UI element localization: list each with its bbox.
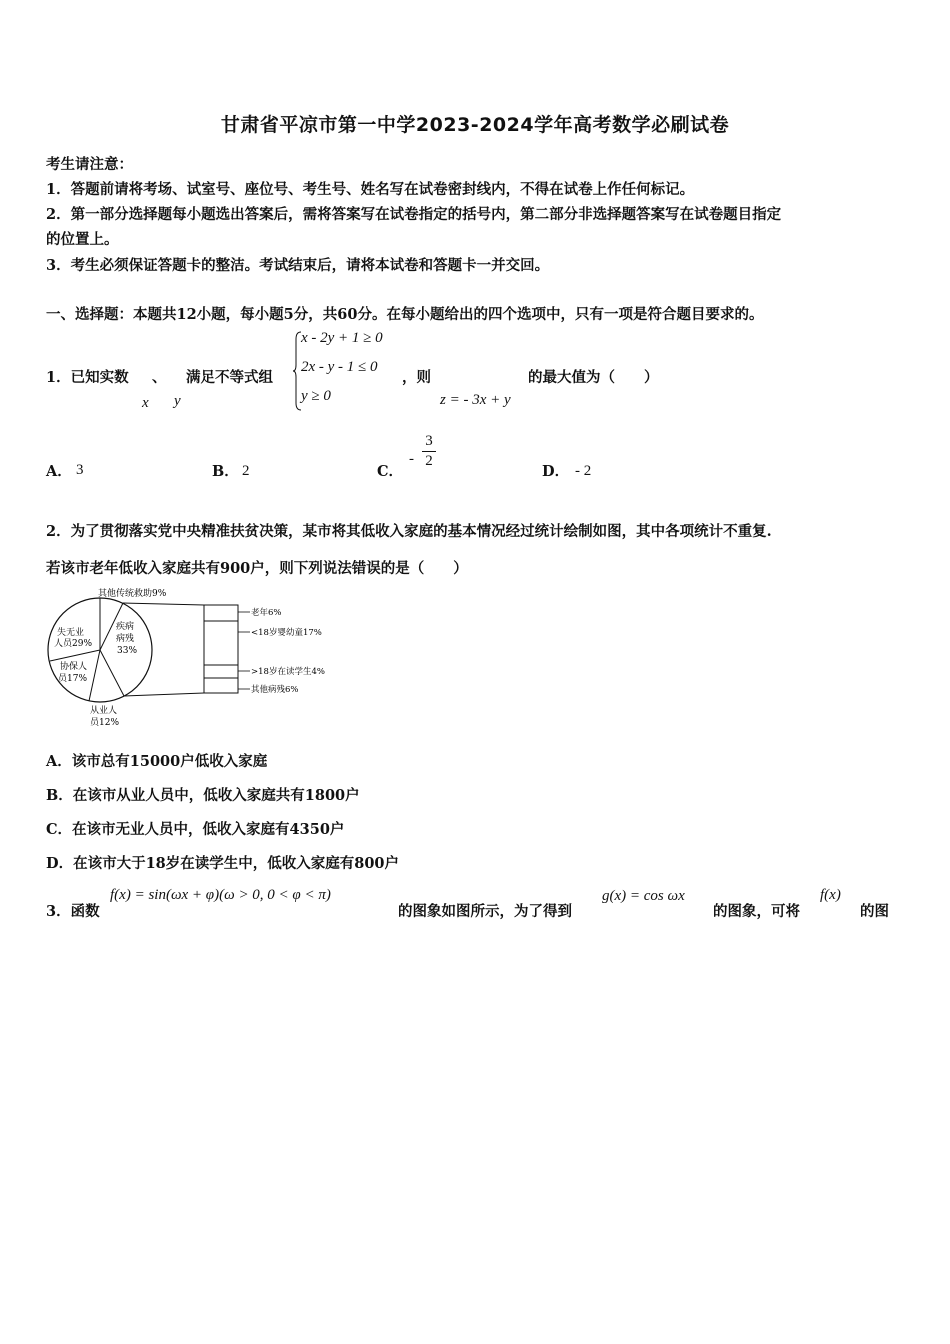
q1-option-c-numerator: 3 <box>425 433 433 449</box>
pie-label-disease-1: 疾病 <box>116 622 135 632</box>
q1-option-d-label: D． <box>542 463 570 480</box>
q3-mid-text-2: 的图象，可将 <box>713 903 800 920</box>
q1-tail: 的最大值为（ ） <box>528 369 659 386</box>
q1-mid-text: 满足不等式组 <box>186 369 273 386</box>
bar-label-other-disability: 其他病残6% <box>251 685 299 695</box>
bar-label-students: >18岁在读学生4% <box>251 667 325 677</box>
bar-label-infants: <18岁婴幼童17% <box>251 628 322 638</box>
q1-var-y: y <box>174 393 181 409</box>
q2-option-a <box>46 750 267 771</box>
q1-option-c-fraction <box>421 433 437 470</box>
q2-text-line-2: 若该市老年低收入家庭共有900户，则下列说法错误的是（ ） <box>46 560 468 577</box>
bar-label-elderly: 老年6% <box>251 608 282 618</box>
pie-label-other: 其他传统救助9% <box>98 589 167 599</box>
q1-option-a-value: 3 <box>76 462 84 478</box>
pie-label-unemployed-2: 人员29% <box>54 639 93 649</box>
pie-label-disease-3: 33% <box>117 646 138 656</box>
q2-text-line-1: 2．为了贯彻落实党中央精准扶贫决策，某市将其低收入家庭的基本情况经过统计绘制如图，其中各项统计不重复. <box>46 523 772 540</box>
q2-option-d-text: 在该市大于18岁在读学生中，低收入家庭有800户 <box>73 855 400 872</box>
q2-option-c <box>46 818 344 839</box>
pie-label-disease-2: 病残 <box>116 634 135 644</box>
q1-objective: z = - 3x + y <box>440 392 511 408</box>
notice-item-1: 1．答题前请将考场、试室号、座位号、考生号、姓名写在试卷密封线内，不得在试卷上作任何标记。 <box>46 181 695 198</box>
q3-tail: 的图 <box>860 903 889 920</box>
pie-divider-3 <box>100 650 124 696</box>
q1-option-b-label: B． <box>212 463 239 480</box>
pie-divider-4 <box>89 650 100 701</box>
q1-prefix: 1．已知实数 <box>46 369 129 386</box>
q3-g-expression: g(x) = cos ωx <box>602 888 685 904</box>
q3-mid-text: 的图象如图所示，为了得到 <box>398 903 572 920</box>
q2-option-c-label: C． <box>46 821 73 838</box>
pie-label-insured-1: 协保人 <box>60 662 88 672</box>
pie-label-employed-2: 员12% <box>90 718 120 728</box>
notice-item-2: 2．第一部分选择题每小题选出答案后，需将答案写在试卷指定的括号内，第二部分非选择题答案写在试卷题目指定 <box>46 206 782 223</box>
q2-option-d-label: D． <box>46 855 74 872</box>
q3-prefix: 3．函数 <box>46 903 100 920</box>
q2-statistics-figure <box>44 585 344 733</box>
exam-title: 甘肃省平凉市第一中学2023-2024学年高考数学必刷试卷 <box>220 114 730 136</box>
connector-bottom <box>124 693 204 696</box>
q2-option-c-text: 在该市无业人员中，低收入家庭有4350户 <box>72 821 345 838</box>
notice-item-3: 3．考生必须保证答题卡的整洁。考试结束后，请将本试卷和答题卡一并交回。 <box>46 257 550 274</box>
notice-item-2-cont: 的位置上。 <box>46 231 119 248</box>
section-1-heading: 一、选择题：本题共12小题，每小题5分，共60分。在每小题给出的四个选项中，只有一项是符合题目要求的。 <box>46 306 764 323</box>
fraction-bar <box>422 451 436 452</box>
q1-option-b-value: 2 <box>242 463 250 479</box>
q2-option-a-text: 该市总有15000户低收入家庭 <box>71 753 268 770</box>
q2-option-d <box>46 852 399 873</box>
q2-option-b-label: B． <box>46 787 73 804</box>
q1-inequality-1: x - 2y + 1 ≥ 0 <box>301 330 383 346</box>
q1-inequality-2: 2x - y - 1 ≤ 0 <box>301 359 378 375</box>
q2-option-a-label: A． <box>46 753 72 770</box>
q3-f-expression: f(x) = sin(ωx + φ)(ω > 0, 0 < φ < π) <box>110 887 331 903</box>
q1-option-d-value: - 2 <box>575 463 592 479</box>
q1-option-c-denominator: 2 <box>425 453 433 469</box>
pie-label-insured-2: 员17% <box>58 674 88 684</box>
q1-option-a-label: A． <box>46 463 72 480</box>
notice-heading: 考生请注意： <box>46 156 133 173</box>
pie-label-employed-1: 从业人 <box>90 706 118 716</box>
connector-top <box>123 603 204 605</box>
pie-divider-5 <box>50 650 100 661</box>
stacked-bar <box>204 605 238 693</box>
q1-after-text: ，则 <box>402 369 431 386</box>
q1-option-c-sign: - <box>409 451 414 467</box>
q1-inequality-3: y ≥ 0 <box>301 388 331 404</box>
pie-label-unemployed-1: 失无业 <box>57 628 85 638</box>
q1-separator: 、 <box>152 369 167 386</box>
q3-f-short: f(x) <box>820 887 841 903</box>
q1-option-c-label: C． <box>377 463 404 480</box>
q2-option-b-text: 在该市从业人员中，低收入家庭共有1800户 <box>72 787 360 804</box>
q2-option-b <box>46 784 360 805</box>
q1-var-x: x <box>142 395 149 411</box>
